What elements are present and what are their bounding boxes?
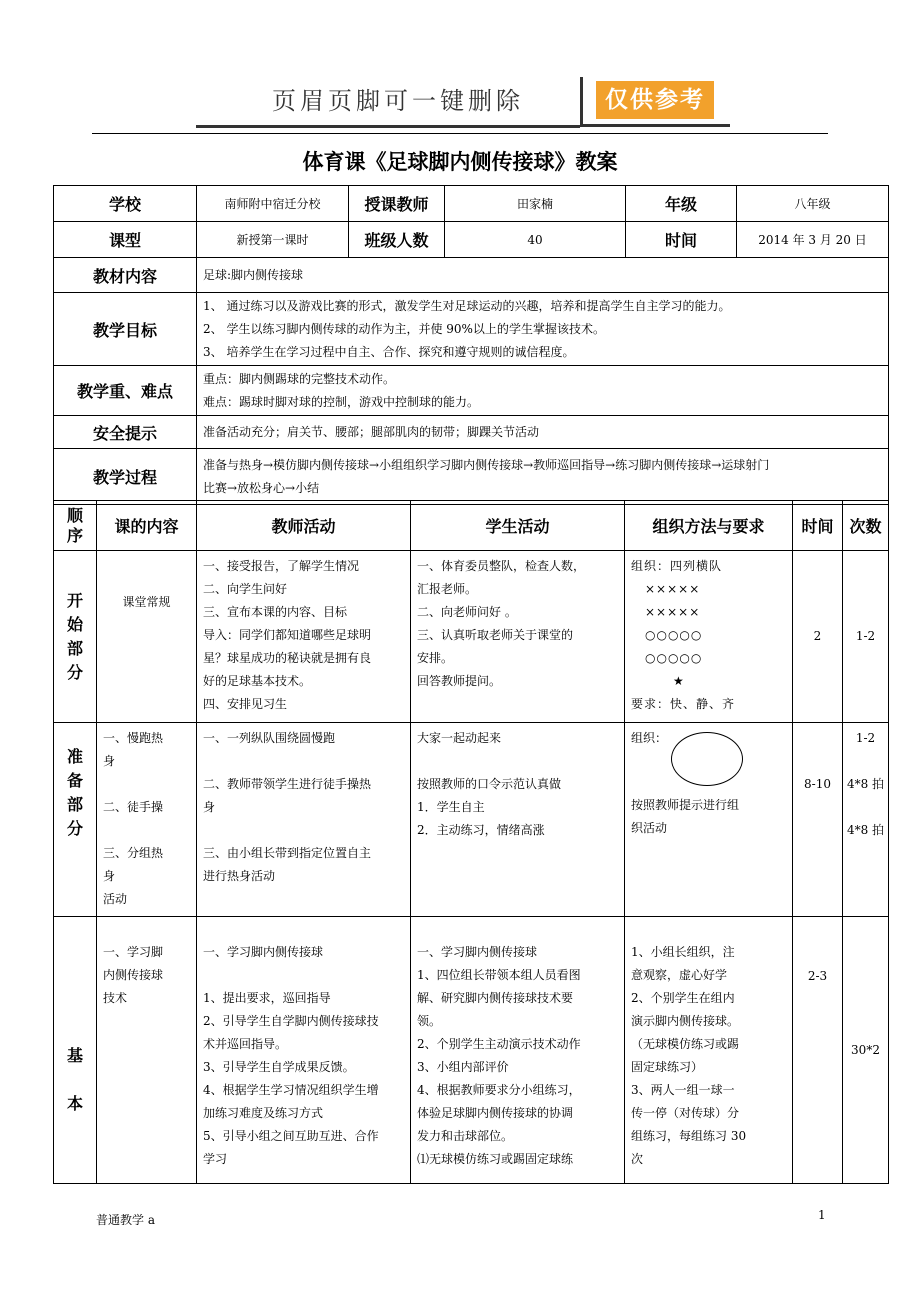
section-time: 2 xyxy=(793,551,843,723)
process-value xyxy=(197,449,889,505)
section-name: 准 备 部 分 xyxy=(54,723,97,917)
goal-line: 2、 学生以练习脚内侧传球的动作为主，并使 90%以上的学生掌握该技术。 xyxy=(203,321,605,336)
class-size-label: 班级人数 xyxy=(349,222,445,258)
teacher-activity: 一、接受报告，了解学生情况 二、向学生问好 三、宣布本课的内容、目标 导入：同学们都知道哪些足球明 星？球星成功的秘诀就是拥有良 好的足球基本技术。 四、安排见习生 xyxy=(197,551,411,723)
goals-value xyxy=(197,293,889,366)
time-value: 2014 年 3 月 20 日 xyxy=(737,222,889,258)
grade-value: 八年级 xyxy=(737,186,889,222)
section-count: 30*2 xyxy=(843,917,889,1184)
teacher-activity: 一、学习脚内侧传接球 1、提出要求，巡回指导 2、引导学生自学脚内侧传接球技 术并巡回指导。 3、引导学生自学成果反馈。 4、根据学生学习情况组织学生增 加练习难度及练习方式 5、引导小组之间互助互进、合作 学习 xyxy=(197,917,411,1184)
time-label: 时间 xyxy=(626,222,737,258)
info-table xyxy=(53,185,889,505)
type-label: 课型 xyxy=(54,222,197,258)
school-label: 学校 xyxy=(54,186,197,222)
col-teacher-activity: 教师活动 xyxy=(197,501,411,551)
section-time: 8-10 xyxy=(793,723,843,917)
organization-circle: 组织： 按照教师提示进行组 织活动 xyxy=(625,723,793,917)
lesson-table xyxy=(53,500,889,1184)
key-point-line: 重点：脚内侧踢球的完整技术动作。 xyxy=(203,371,396,386)
process-label: 教学过程 xyxy=(54,449,197,505)
document-title: 体育课《足球脚内侧传接球》教案 xyxy=(302,150,618,174)
section-content: 一、慢跑热 身 二、徒手操 三、分组热 身 活动 xyxy=(97,723,197,917)
header-banner-separator xyxy=(580,77,583,127)
organization-method: 1、小组长组织，注 意观察，虚心好学 2、个别学生在组内 演示脚内侧传接球。 （无球模仿练习或踢 固定球练习） 3、两人一组一球一 传一停（对传球）分 组练习，每组练习 30 次 xyxy=(625,917,793,1184)
reference-stamp: 仅供参考 xyxy=(596,81,714,119)
goals-label: 教学目标 xyxy=(54,293,197,366)
col-order: 顺 序 xyxy=(54,501,97,551)
key-point-line: 难点：踢球时脚对球的控制，游戏中控制球的能力。 xyxy=(203,394,480,409)
student-activity: 一、体育委员整队，检查人数， 汇报老师。 二、向老师问好 。 三、认真听取老师关于课堂的 安排。 回答教师提问。 xyxy=(411,551,625,723)
school-value: 南师附中宿迁分校 xyxy=(197,186,349,222)
stamp-underline xyxy=(580,124,730,127)
col-organization: 组织方法与要求 xyxy=(625,501,793,551)
section-content: 一、学习脚 内侧传接球 技术 xyxy=(97,917,197,1184)
safety-label: 安全提示 xyxy=(54,416,197,449)
page-number: 1 xyxy=(818,1208,826,1222)
section-count: 1-2 xyxy=(843,551,889,723)
running-circle-icon xyxy=(671,732,743,786)
col-count: 次数 xyxy=(843,501,889,551)
header-rule xyxy=(92,133,828,134)
teacher-activity: 一、一列纵队围绕圆慢跑 二、教师带领学生进行徒手操热 身 三、由小组长带到指定位置自主 进行热身活动 xyxy=(197,723,411,917)
section-name: 开 始 部 分 xyxy=(54,551,97,723)
class-size-value: 40 xyxy=(445,222,626,258)
student-activity: 大家一起动起来 按照教师的口令示范认真做 1．学生自主 2．主动练习，情绪高涨 xyxy=(411,723,625,917)
content-label: 教材内容 xyxy=(54,258,197,293)
student-activity: 一、学习脚内侧传接球 1、四位组长带领本组人员看图 解、研究脚内侧传接球技术要 领。 2、个别学生主动演示技术动作 3、小组内部评价 4、根据教师要求分小组练习， 体验足球脚内侧传接球的协调 发力和击球部位。 ⑴无球模仿练习或踢固定球练 xyxy=(411,917,625,1184)
safety-value: 准备活动充分；肩关节、腰部；腿部肌肉的韧带；脚踝关节活动 xyxy=(197,416,889,449)
grade-label: 年级 xyxy=(626,186,737,222)
key-points-value xyxy=(197,366,889,416)
type-value: 新授第一课时 xyxy=(197,222,349,258)
section-name: 基 本 xyxy=(54,917,97,1184)
teacher-star-icon: ★ xyxy=(673,674,685,688)
header-banner-text: 页眉页脚可一键删除 xyxy=(196,77,580,128)
col-student-activity: 学生活动 xyxy=(411,501,625,551)
col-content: 课的内容 xyxy=(97,501,197,551)
section-warmup xyxy=(54,723,889,917)
section-basic xyxy=(54,917,889,1184)
goal-line: 1、 通过练习以及游戏比赛的形式，激发学生对足球运动的兴趣，培养和提高学生自主学习的能力。 xyxy=(203,298,731,313)
footer-label: 普通教学 a xyxy=(96,1213,155,1227)
process-line: 准备与热身→模仿脚内侧传接球→小组组织学习脚内侧传接球→教师巡回指导→练习脚内侧传接球→运球射门 xyxy=(203,457,770,472)
section-time: 2-3 xyxy=(793,917,843,1184)
teacher-value: 田家楠 xyxy=(445,186,626,222)
key-points-label: 教学重、难点 xyxy=(54,366,197,416)
organization-formation: 组织：四列横队 ××××× ××××× ○○○○○ ○○○○○ ★ 要求：快、静、齐 xyxy=(625,551,793,723)
process-line: 比赛→放松身心→小结 xyxy=(203,480,320,495)
content-value: 足球:脚内侧传接球 xyxy=(197,258,889,293)
section-count: 1-2 4*8 拍 4*8 拍 xyxy=(843,723,889,917)
section-start xyxy=(54,551,889,723)
header-banner xyxy=(196,77,730,127)
goal-line: 3、 培养学生在学习过程中自主、合作、探究和遵守规则的诚信程度。 xyxy=(203,344,575,359)
col-time: 时间 xyxy=(793,501,843,551)
section-content: 课堂常规 xyxy=(97,551,197,723)
teacher-label: 授课教师 xyxy=(349,186,445,222)
